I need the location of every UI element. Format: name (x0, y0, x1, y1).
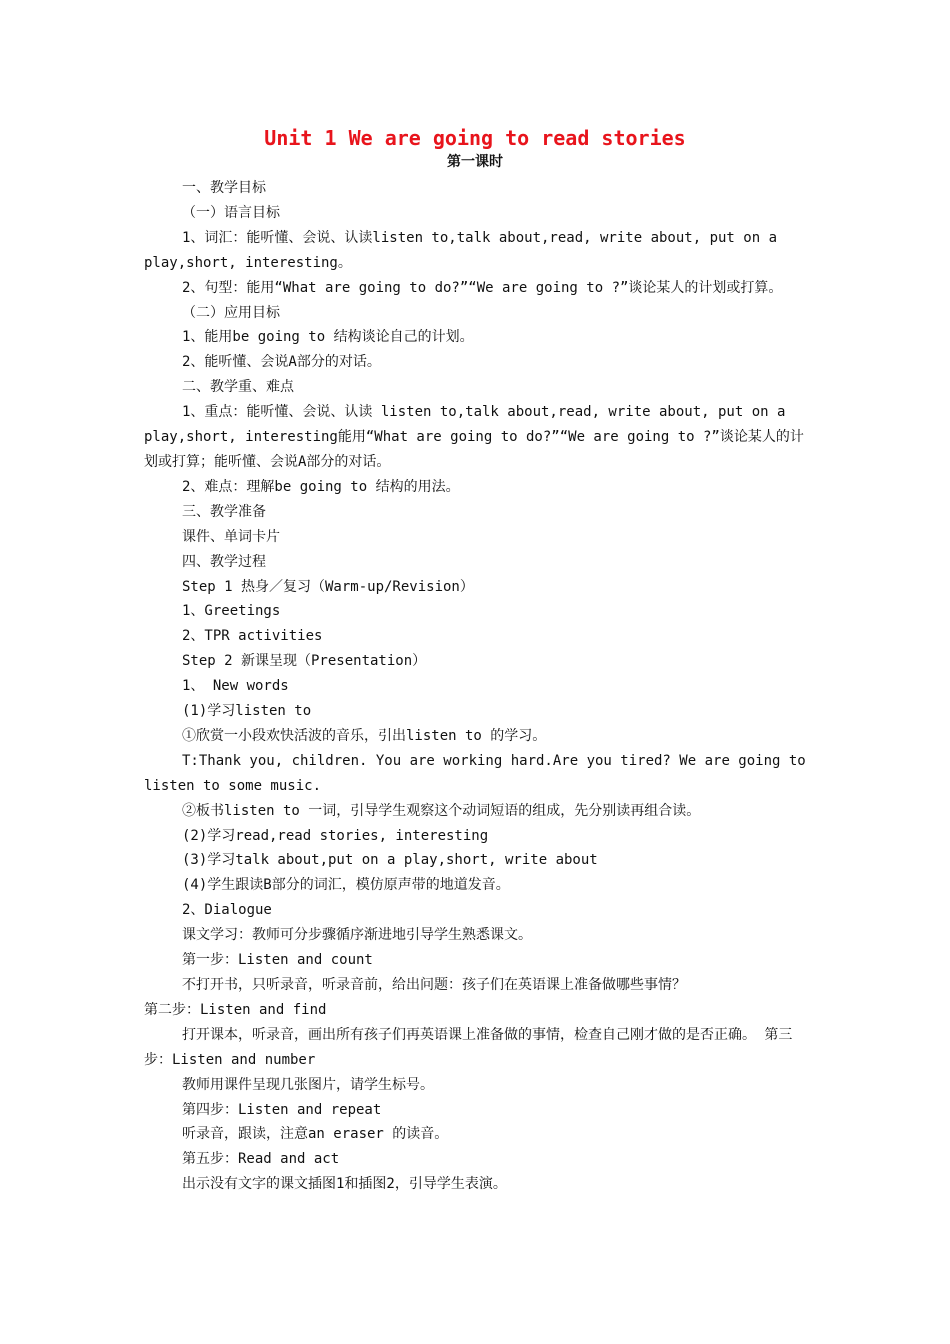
body-line: Step 2 新课呈现（Presentation） (182, 653, 427, 670)
body-line: (2)学习read,read stories, interesting (182, 827, 489, 844)
body-line: （二）应用目标 (182, 304, 280, 321)
body-line: 不打开书，只听录音，听录音前，给出问题：孩子们在英语课上准备做哪些事情？ (182, 977, 686, 993)
body-line: 第二步：Listen and find (144, 1001, 327, 1018)
body-line: 2、句型：能用“What are going to do?”“We are going to ?”谈论某人的计划或打算。 (182, 279, 783, 296)
body-line: 教师用课件呈现几张图片，请学生标号。 (182, 1076, 434, 1093)
body-line: （一）语言目标 (182, 204, 280, 221)
lesson-subtitle: 第一课时 (447, 154, 503, 170)
body-line: 第五步：Read and act (182, 1151, 340, 1168)
body-line: 2、TPR activities (182, 628, 323, 645)
body-line: (4)学生跟读B部分的词汇，模仿原声带的地道发音。 (182, 877, 510, 894)
body-line: 打开课本，听录音，画出所有孩子们再英语课上准备做的事情，检查自己刚才做的是否正确。 第三步：Listen and number (144, 1026, 793, 1068)
body-line: 四、教学过程 (182, 553, 266, 570)
body-line: 1、词汇：能听懂、会说、认读listen to,talk about,read, write about, put on a play,short, interesting。 (144, 229, 786, 271)
body-line: Step 1 热身／复习（Warm-up/Revision） (182, 578, 474, 595)
body-line: (3)学习talk about,put on a play,short, write about (182, 852, 598, 869)
body-line: 1、Greetings (182, 603, 281, 620)
body-line: T:Thank you, children. You are working hard.Are you tired? We are going to listen to some music. (144, 752, 815, 794)
body-line: 2、能听懂、会说A部分的对话。 (182, 354, 381, 371)
body-line: 二、教学重、难点 (182, 379, 294, 396)
body-line: 一、教学目标 (182, 180, 266, 196)
body-line: 课文学习：教师可分步骤循序渐进地引导学生熟悉课文。 (182, 927, 532, 944)
body-line: 第一步：Listen and count (182, 952, 373, 969)
document-title: Unit 1 We are going to read stories (264, 126, 686, 150)
body-line: 2、难点：理解be going to 结构的用法。 (182, 478, 460, 495)
body-line: 1、能用be going to 结构谈论自己的计划。 (182, 329, 474, 346)
body-line: 2、Dialogue (182, 902, 272, 919)
body-line: ②板书listen to 一词，引导学生观察这个动词短语的组成，先分别读再组合读。 (182, 802, 701, 819)
body-line: ①欣赏一小段欢快活波的音乐，引出listen to 的学习。 (182, 727, 547, 744)
body-line: (1)学习listen to (182, 703, 312, 720)
body-line: 课件、单词卡片 (182, 528, 280, 545)
body-line: 听录音，跟读，注意an eraser 的读音。 (182, 1126, 449, 1143)
body-line: 1、 New words (182, 678, 289, 695)
document-page (144, 122, 815, 1197)
body-line: 1、重点：能听懂、会说、认读 listen to,talk about,read, write about, put on a play,short, interesting能用“What are going to do?”“We are going to ?”谈论某人的计划或打算；能听懂、会说A部分的对话。 (144, 404, 804, 470)
body-line: 第四步：Listen and repeat (182, 1101, 382, 1118)
body-line: 出示没有文字的课文插图1和插图2，引导学生表演。 (182, 1176, 507, 1193)
body-line: 三、教学准备 (182, 503, 266, 520)
document-body (144, 176, 815, 1197)
